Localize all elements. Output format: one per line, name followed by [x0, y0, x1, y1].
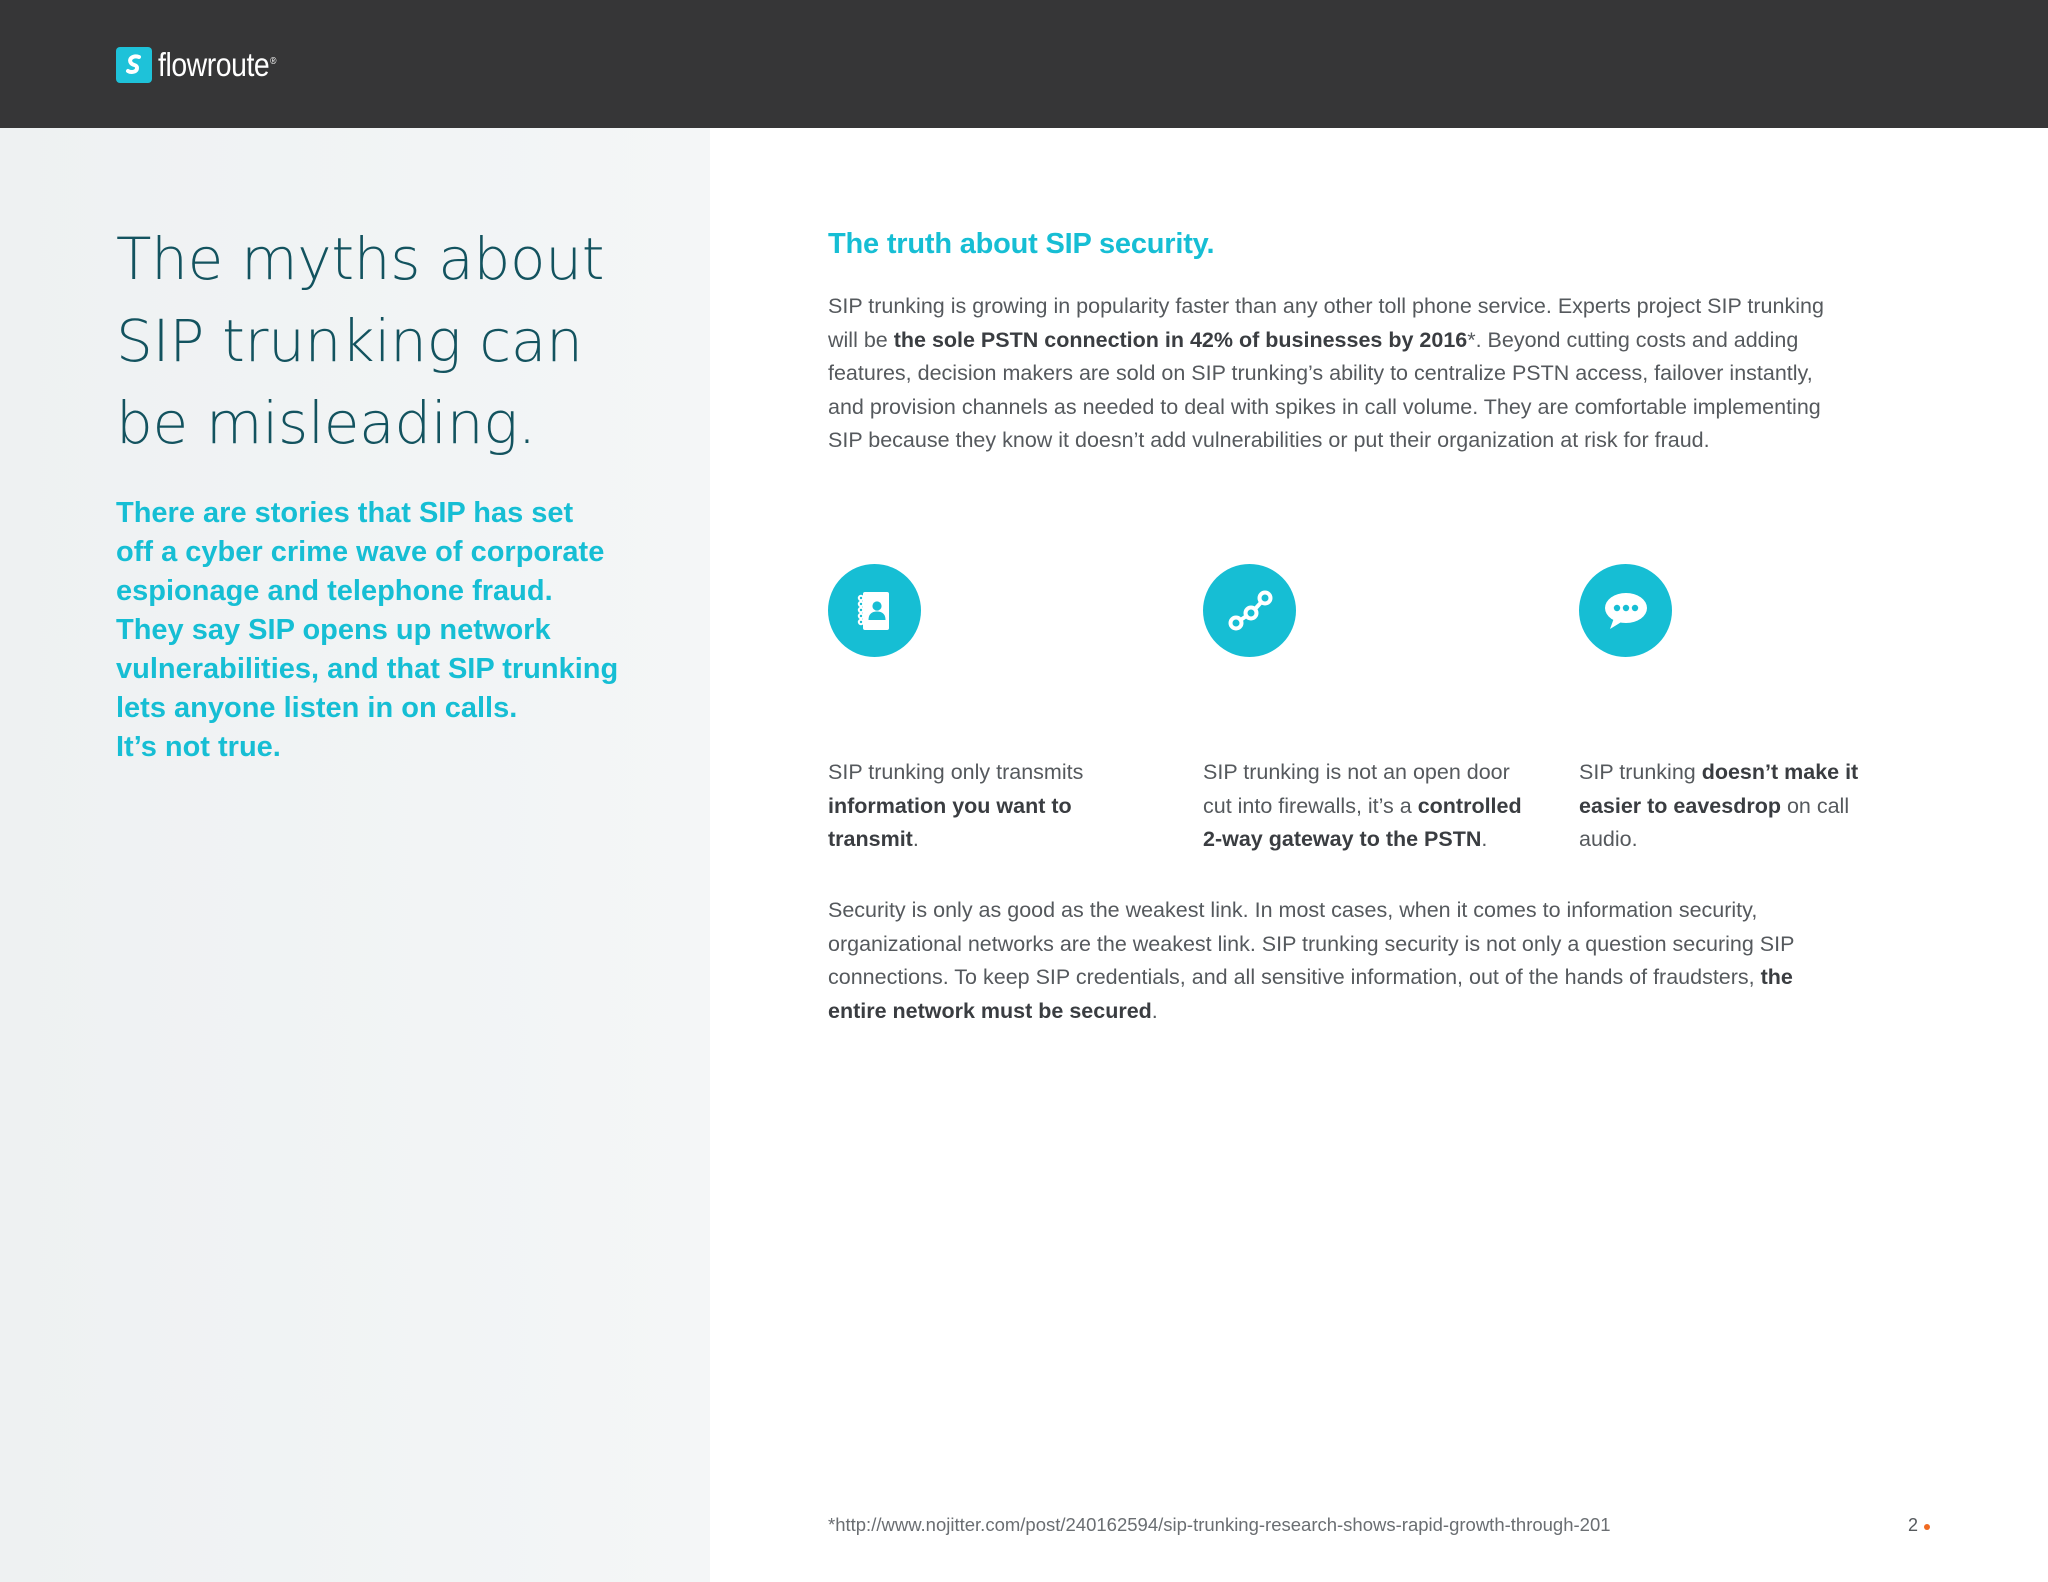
feature-gateway [1203, 564, 1523, 857]
feature-caption: SIP trunking is not an open door cut into firewalls, it’s a controlled 2-way gateway to the PSTN. [1203, 760, 1522, 852]
page-number-text: 2 [1908, 1515, 1919, 1535]
hero-subtitle-line: espionage and telephone fraud. [116, 575, 553, 607]
flowroute-logo[interactable] [116, 46, 295, 84]
feature-eavesdrop [1579, 564, 1899, 857]
hero-subtitle-line: lets anyone listen in on calls. [116, 692, 518, 724]
feature-caption: SIP trunking doesn’t make it easier to eavesdrop on call audio. [1579, 760, 1859, 852]
hero-subtitle-line: It’s not true. [116, 731, 281, 763]
hero-title-line: The myths about [116, 225, 605, 293]
closing-paragraph: Security is only as good as the weakest link. In most cases, when it comes to information security, organizational networks are the weakest link. SIP trunking security is not only a question securing SIP connections. To keep SIP credentials, and all sensitive information, out of the hands of fraudsters, the entire network must be secured. [828, 898, 1795, 1023]
feature-caption: SIP trunking only transmits information you want to transmit. [828, 760, 1084, 852]
page-dot-icon [1924, 1524, 1930, 1530]
section-heading: The truth about SIP security. [828, 228, 1215, 260]
page-header [0, 0, 2048, 128]
page-number [1908, 1515, 1930, 1536]
hero-subtitle-line: There are stories that SIP has set [116, 497, 574, 529]
network-path-icon [1203, 564, 1296, 657]
intro-highlight: the sole PSTN connection in 42% of businesses by 2016 [893, 327, 1468, 352]
hero-subtitle-line: vulnerabilities, and that SIP trunking [116, 653, 619, 685]
hero-title-line: SIP trunking can [116, 307, 583, 375]
chat-bubble-icon [1579, 564, 1672, 657]
hero-subtitle [116, 494, 676, 767]
hero-title-line: be misleading. [116, 389, 536, 457]
feature-transmit [828, 564, 1148, 857]
footnote-link[interactable]: *http://www.nojitter.com/post/240162594/sip-trunking-research-shows-rapid-growth-through-201 [828, 1514, 1611, 1535]
address-book-icon [828, 564, 921, 657]
flowroute-logo-icon [116, 47, 152, 83]
intro-paragraph: SIP trunking is growing in popularity faster than any other toll phone service. Experts project SIP trunking will be the sole PSTN connection in 42% of businesses by 2016*. Beyond cutting costs and adding features, decision makers are sold on SIP trunking’s ability to centralize PSTN access, failover instantly, and provision channels as needed to deal with spikes in call volume. They are comfortable implementing SIP because they know it doesn’t add vulnerabilities or put their organization at risk for fraud. [828, 294, 1824, 453]
hero-subtitle-line: They say SIP opens up network [116, 614, 551, 646]
registered-mark: ® [270, 56, 277, 67]
hero-subtitle-line: off a cyber crime wave of corporate [116, 536, 605, 568]
brand-name: flowroute® [158, 46, 277, 83]
hero-title [116, 218, 676, 464]
closing-highlight: the entire network must be secured [828, 965, 1793, 1023]
